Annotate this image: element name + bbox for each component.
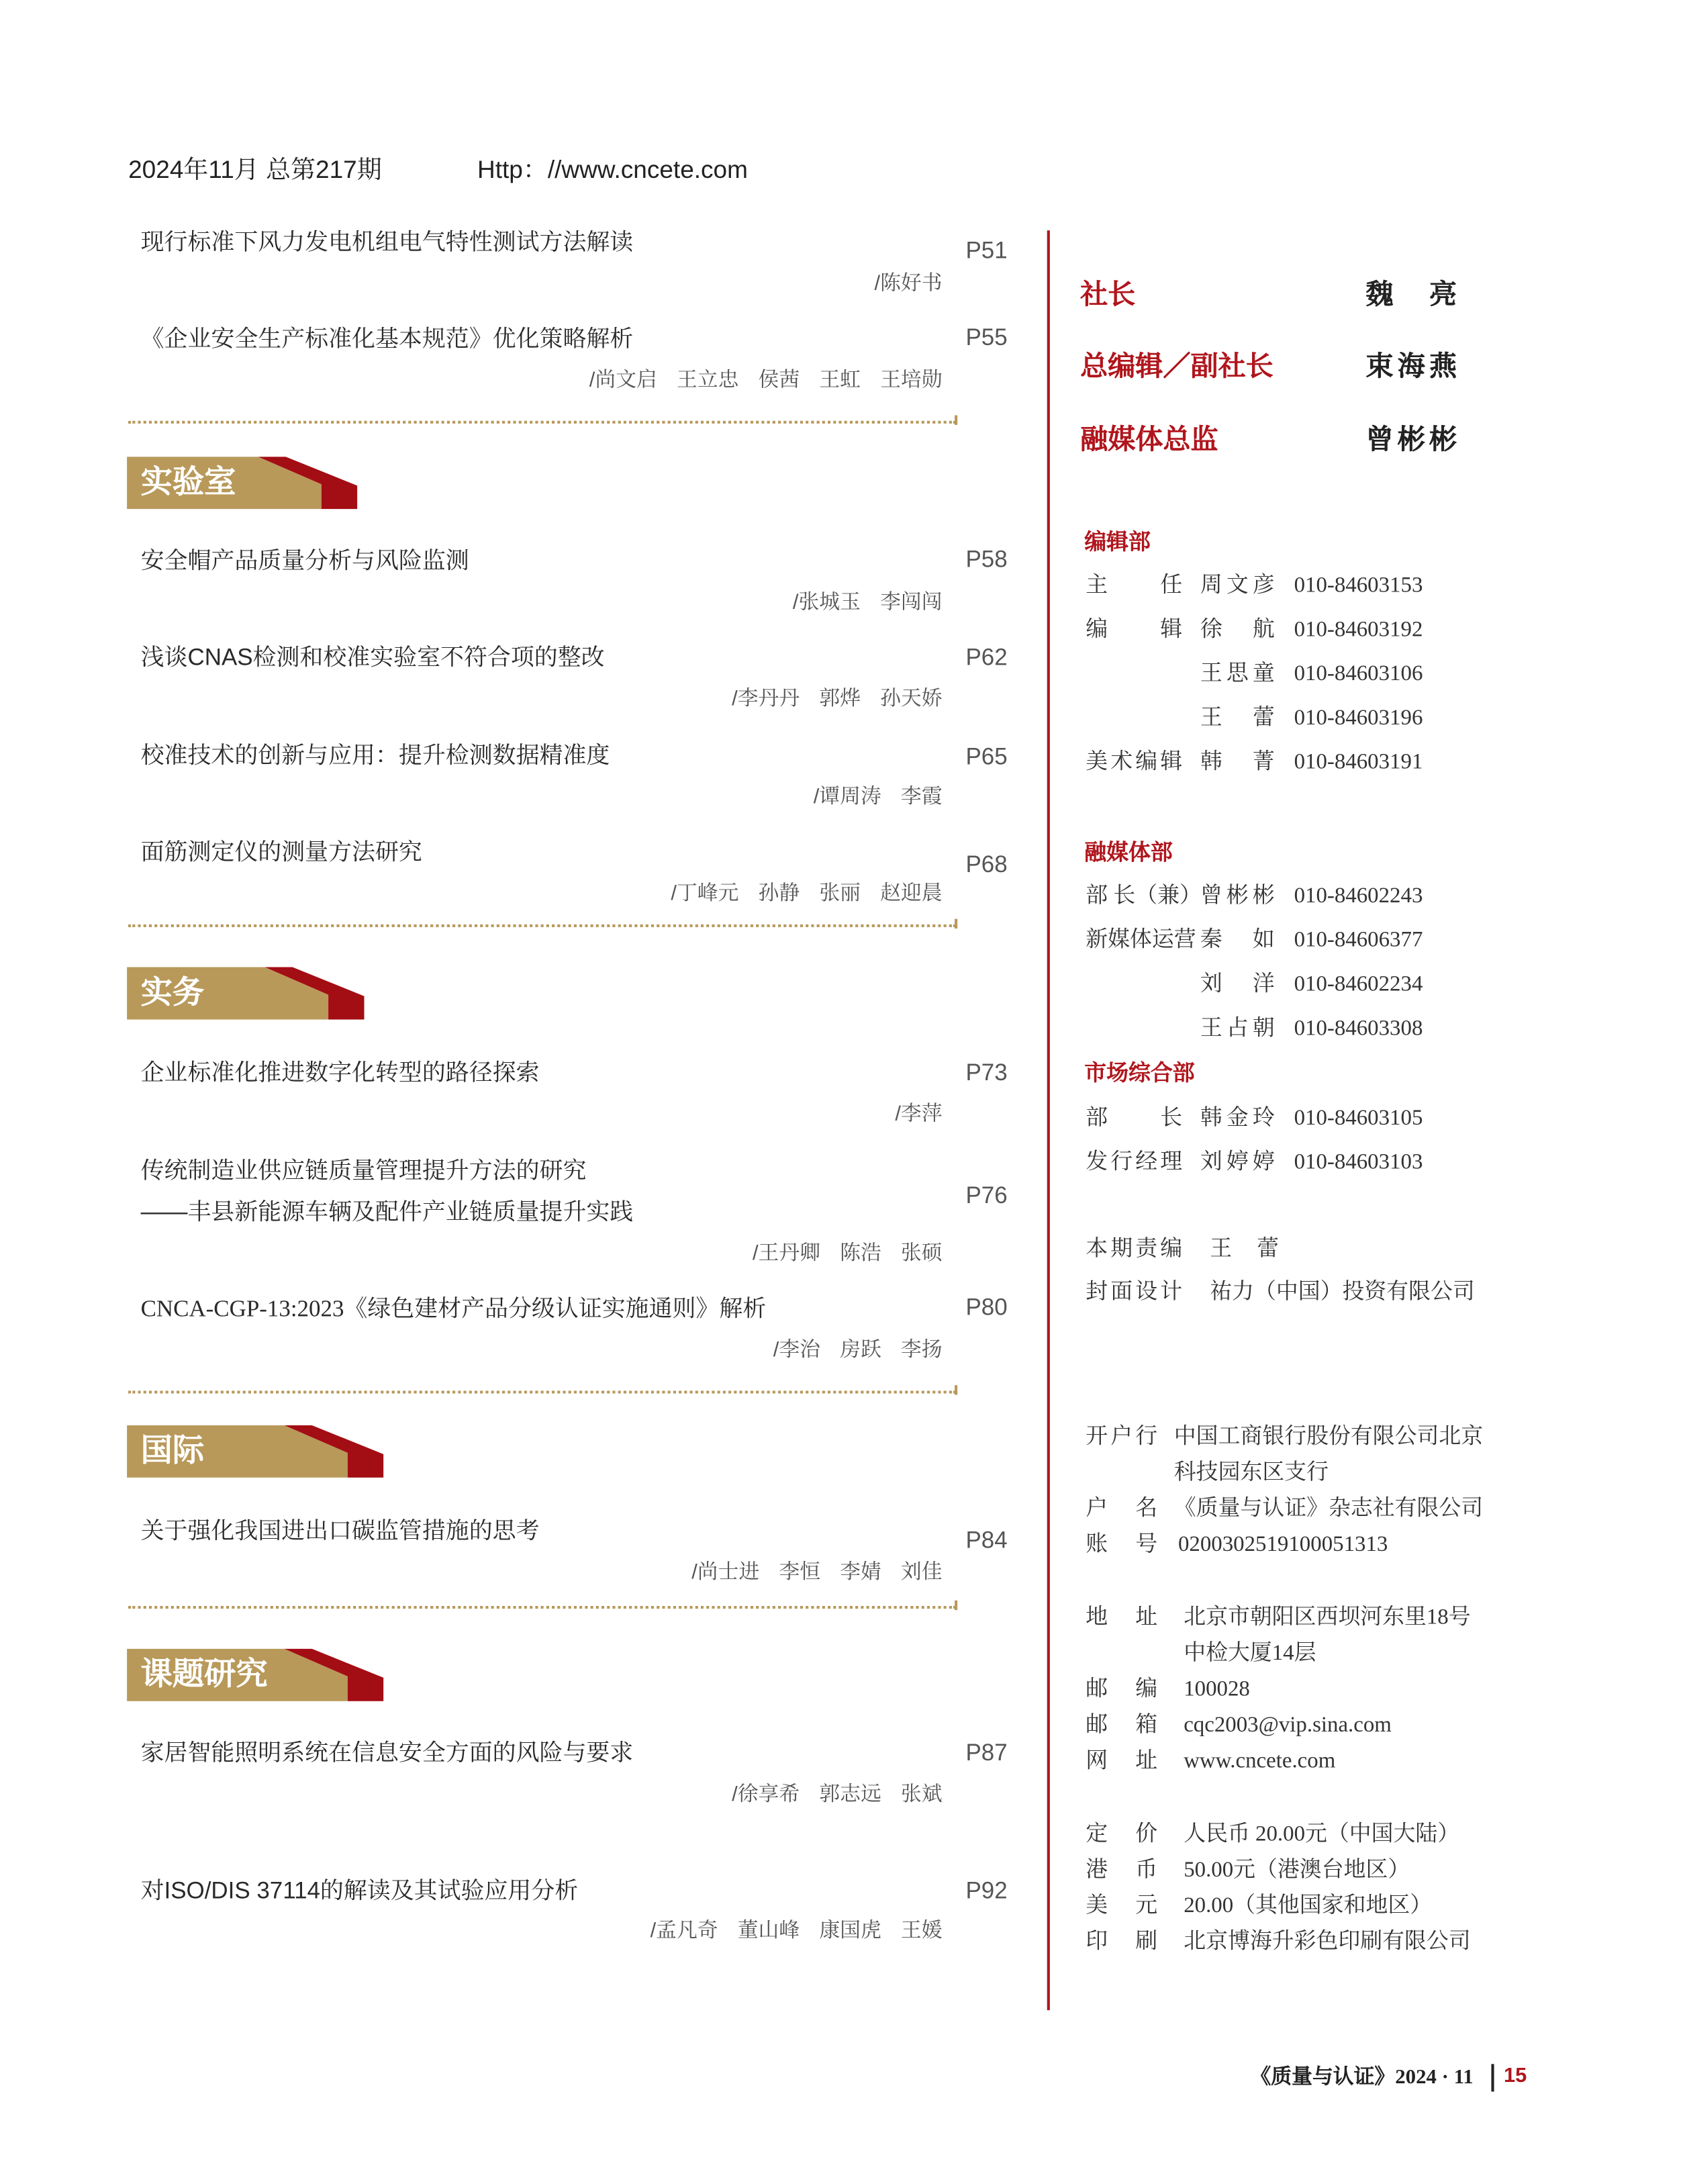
bank-label: 开户行 [1086,1425,1158,1449]
article-page[interactable]: P55 [965,324,1008,350]
issue-editor-label: 本期责编 [1086,1237,1183,1262]
section-header-lab [127,457,357,509]
staff-role: 美术编辑 [1086,750,1183,774]
bank-value: 中国工商银行股份有限公司北京 [1173,1425,1484,1449]
address-label: 地址 [1086,1606,1158,1629]
leader-name: 魏亮 [1365,277,1457,311]
dept-title: 市场综合部 [1084,1059,1195,1086]
staff-role: 新媒体运营 [1086,929,1196,952]
article-authors: /李治 房跃 李扬 [773,1338,943,1362]
price-cny-label: 定价 [1086,1822,1158,1846]
address-value: 北京市朝阳区西坝河东里18号 [1184,1606,1471,1629]
article-page[interactable]: P68 [965,851,1008,877]
section-title: 实验室 [140,465,236,501]
article-title[interactable]: 面筋测定仪的测量方法研究 [140,839,422,865]
staff-name: 徐航 [1200,618,1275,642]
staff-phone: 010-84603196 [1294,706,1423,730]
website-value[interactable]: www.cncete.com [1184,1749,1336,1773]
leader-role: 社长 [1080,277,1136,311]
address-value-cont: 中检大厦14层 [1184,1642,1316,1666]
article-title[interactable]: 安全帽产品质量分析与风险监测 [140,547,469,574]
staff-role: 编辑 [1086,618,1183,642]
section-header-practice [127,967,364,1020]
staff-role: 发行经理 [1086,1150,1183,1174]
dept-title: 编辑部 [1084,528,1151,555]
account-no-value: 0200302519100051313 [1177,1533,1388,1557]
article-authors: /张城玉 李闯闯 [792,590,943,614]
article-page[interactable]: P73 [965,1059,1008,1086]
website-label: 网址 [1086,1749,1158,1773]
staff-name: 曾彬彬 [1200,884,1275,908]
article-title[interactable]: 现行标准下风力发电机组电气特性测试方法解读 [140,229,634,256]
leader-role: 总编辑／副社长 [1080,348,1273,383]
article-title[interactable]: 关于强化我国进出口碳监管措施的思考 [140,1517,540,1544]
staff-role: 部 长（兼） [1086,884,1202,908]
printer-value: 北京博海升彩色印刷有限公司 [1184,1930,1471,1954]
staff-name: 王占朝 [1200,1016,1275,1041]
staff-phone: 010-84606377 [1294,929,1423,952]
staff-phone: 010-84603308 [1294,1016,1423,1041]
account-name-value: 《质量与认证》杂志社有限公司 [1173,1497,1484,1521]
section-title: 课题研究 [140,1657,268,1693]
leader-name: 曾彬彬 [1365,422,1457,456]
section-divider [128,924,956,927]
staff-name: 周文彦 [1200,573,1275,598]
staff-phone: 010-84603192 [1294,618,1423,642]
staff-phone: 010-84603105 [1294,1106,1423,1131]
section-header-international [127,1425,383,1478]
article-authors: /谭周涛 李霞 [813,785,943,809]
article-page[interactable]: P65 [965,743,1008,770]
staff-name: 王思童 [1200,662,1275,686]
account-no-label: 账号 [1086,1533,1158,1557]
staff-name: 刘婷婷 [1200,1150,1275,1174]
price-usd-label: 美元 [1086,1894,1158,1918]
page-number: 15 [1503,2064,1527,2088]
section-divider [128,1606,956,1609]
article-authors: /王丹卿 陈浩 张硕 [752,1241,943,1266]
column-divider [1047,230,1050,2010]
article-authors: /孟凡奇 董山峰 康国虎 王媛 [650,1919,943,1943]
leader-name: 束海燕 [1365,348,1457,383]
article-page[interactable]: P84 [965,1527,1008,1554]
price-usd-value: 20.00（其他国家和地区） [1184,1894,1433,1918]
article-title[interactable]: 《企业安全生产标准化基本规范》优化策略解析 [140,325,634,352]
staff-name: 王蕾 [1200,706,1275,730]
dept-title: 融媒体部 [1084,839,1173,865]
issue-info: 2024年11月 总第217期 [128,156,382,184]
article-title[interactable]: CNCA-CGP-13:2023《绿色建材产品分级认证实施通则》解析 [140,1295,767,1322]
staff-phone: 010-84603106 [1294,662,1423,686]
article-authors: /尚文启 王立忠 侯茜 王虹 王培勋 [589,368,943,392]
staff-phone: 010-84602234 [1294,972,1423,996]
article-page[interactable]: P51 [965,237,1008,264]
footer-journal: 《质量与认证》2024 · 11 [1250,2067,1474,2089]
footer-separator [1491,2064,1494,2091]
cover-design-value: 祐力（中国）投资有限公司 [1210,1280,1475,1304]
article-title[interactable]: 企业标准化推进数字化转型的路径探索 [140,1059,540,1086]
printer-label: 印刷 [1086,1930,1158,1954]
staff-phone: 010-84603153 [1294,573,1423,598]
article-title[interactable]: 浅谈CNAS检测和校准实验室不符合项的整改 [140,644,605,671]
article-authors: /李丹丹 郭烨 孙天娇 [732,687,943,711]
staff-name: 秦如 [1200,929,1275,952]
cover-design-label: 封面设计 [1086,1280,1183,1304]
article-authors: /丁峰元 孙静 张丽 赵迎晨 [671,882,943,906]
article-page[interactable]: P62 [965,644,1008,671]
staff-phone: 010-84603103 [1294,1150,1423,1174]
section-divider [128,421,956,424]
article-title[interactable]: 传统制造业供应链质量管理提升方法的研究 [140,1157,587,1184]
article-authors: /李萍 [895,1102,943,1126]
issue-editor-value: 王蕾 [1210,1237,1279,1262]
article-subtitle[interactable]: ——丰县新能源车辆及配件产业链质量提升实践 [140,1198,634,1225]
email-label: 邮箱 [1086,1713,1158,1738]
article-authors: /徐享希 郭志远 张斌 [732,1783,943,1806]
price-hkd-label: 港币 [1086,1858,1158,1883]
staff-name: 韩菁 [1200,750,1275,774]
article-page[interactable]: P92 [965,1877,1008,1904]
staff-role: 部长 [1086,1106,1183,1131]
article-title[interactable]: 对ISO/DIS 37114的解读及其试验应用分析 [140,1877,579,1904]
postcode-value: 100028 [1184,1677,1250,1701]
article-page[interactable]: P76 [965,1182,1008,1209]
article-page[interactable]: P58 [965,546,1008,573]
article-page[interactable]: P80 [965,1294,1008,1321]
article-authors: /陈好书 [874,271,943,295]
staff-phone: 010-84603191 [1294,750,1423,774]
article-title[interactable]: 校准技术的创新与应用：提升检测数据精准度 [140,742,610,769]
section-title: 实务 [140,975,205,1012]
section-header-research [127,1649,383,1701]
article-page[interactable]: P87 [965,1740,1008,1766]
staff-name: 韩金玲 [1200,1106,1275,1131]
article-title[interactable]: 家居智能照明系统在信息安全方面的风险与要求 [140,1740,634,1766]
account-name-label: 户名 [1086,1497,1158,1521]
price-cny-value: 人民币 20.00元（中国大陆） [1184,1822,1460,1846]
staff-phone: 010-84602243 [1294,884,1423,908]
staff-name: 刘洋 [1200,972,1275,996]
postcode-label: 邮编 [1086,1677,1158,1701]
website-url[interactable]: Http：//www.cncete.com [477,156,748,184]
leader-role: 融媒体总监 [1080,422,1218,456]
section-divider [128,1390,956,1393]
email-value[interactable]: cqc2003@vip.sina.com [1184,1713,1392,1738]
article-authors: /尚士进 李恒 李婧 刘佳 [691,1560,943,1584]
staff-role: 主任 [1086,573,1183,598]
section-title: 国际 [140,1433,205,1470]
price-hkd-value: 50.00元（港澳台地区） [1184,1858,1410,1883]
bank-value-cont: 科技园东区支行 [1173,1461,1329,1485]
